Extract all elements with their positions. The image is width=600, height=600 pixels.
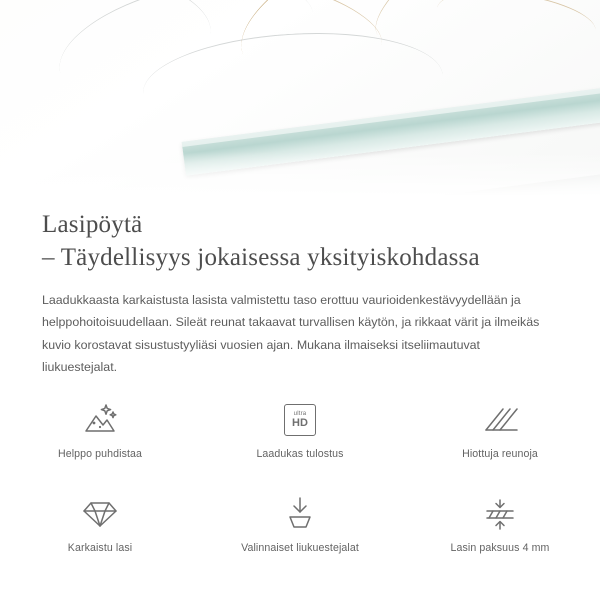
feature-label: Lasin paksuus 4 mm xyxy=(450,542,550,554)
ultra-hd-badge-top: ultra xyxy=(293,411,307,417)
feature-item-anti-slip-feet xyxy=(200,492,400,576)
feature-label: Laadukas tulostus xyxy=(256,448,344,460)
content-block xyxy=(0,200,600,379)
headline-line-1: Lasipöytä xyxy=(42,211,143,238)
hero-bottom-fade xyxy=(0,152,600,200)
sparkle-mountain-icon xyxy=(80,398,120,442)
feature-label: Hiottuja reunoja xyxy=(462,448,538,460)
press-down-icon xyxy=(282,492,318,536)
hero-image xyxy=(0,0,600,200)
feature-item-tempered-glass xyxy=(0,492,200,576)
page-title xyxy=(0,200,600,275)
feature-item-print-quality xyxy=(200,398,400,482)
ultra-hd-icon xyxy=(284,398,316,442)
feature-grid xyxy=(0,398,600,576)
feature-item-easy-clean xyxy=(0,398,200,482)
feature-label: Karkaistu lasi xyxy=(67,542,133,554)
headline-line-2: – Täydellisyys jokaisessa yksityiskohdassa xyxy=(42,244,480,272)
thickness-arrows-icon xyxy=(480,492,520,536)
ultra-hd-badge-bottom: HD xyxy=(292,417,308,429)
feature-label: Helppo puhdistaa xyxy=(57,448,143,460)
description-paragraph: Laadukkaasta karkaistusta lasista valmistettu taso erottuu vaurioidenkestävyydellään ja helppohoitoisuudellaan. Sileät reunat takaavat turvallisen käytön, ja rikkaat värit ja ilmeikäs kuvio korostavat sisustustyyliäsi vuosien ajan. Mukana ilmaiseksi itseliimautuvat liukuestejalat. xyxy=(42,292,540,375)
diagonal-lines-icon xyxy=(481,398,519,442)
feature-label: Valinnaiset liukuestejalat xyxy=(241,542,359,554)
feature-item-glass-thickness xyxy=(400,492,600,576)
diamond-icon xyxy=(80,492,120,536)
feature-item-polished-edges xyxy=(400,398,600,482)
